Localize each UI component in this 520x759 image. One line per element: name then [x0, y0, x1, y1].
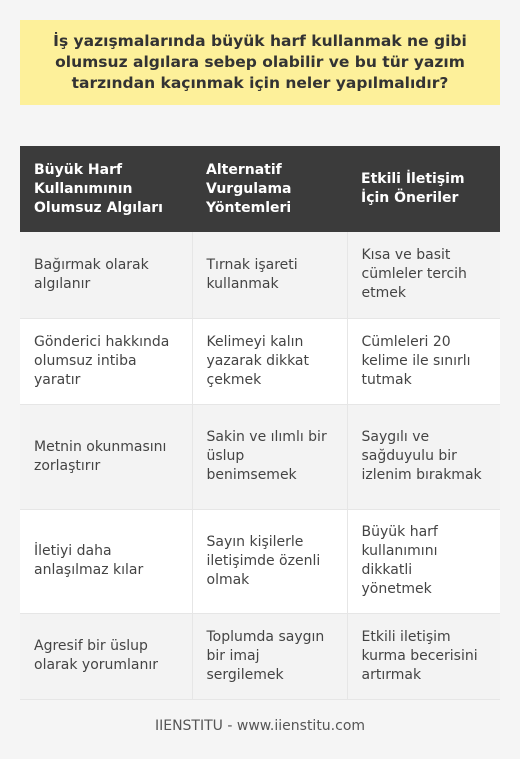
table-cell: Agresif bir üslup olarak yorumlanır	[20, 613, 192, 699]
table-cell: Kısa ve basit cümleler tercih etmek	[347, 232, 500, 318]
table-cell: Kelimeyi kalın yazarak dikkat çekmek	[192, 318, 347, 404]
table-cell: Gönderici hakkında olumsuz intiba yaratır	[20, 318, 192, 404]
table-cell: Tırnak işareti kullanmak	[192, 232, 347, 318]
table-row	[20, 509, 500, 613]
table-cell: Metnin okunmasını zorlaştırır	[20, 404, 192, 509]
column-header-alternative-methods: Alternatif Vurgulama Yöntemleri	[192, 146, 347, 232]
table-cell: Bağırmak olarak algılanır	[20, 232, 192, 318]
table-cell: Sayın kişilerle iletişimde özenli olmak	[192, 509, 347, 613]
table-cell: Büyük harf kullanımını dikkatli yönetmek	[347, 509, 500, 613]
table-cell: İletiyi daha anlaşılmaz kılar	[20, 509, 192, 613]
table-row	[20, 232, 500, 318]
table-row	[20, 318, 500, 404]
table-cell: Toplumda saygın bir imaj sergilemek	[192, 613, 347, 699]
table-row	[20, 613, 500, 699]
column-header-negative-perceptions: Büyük Harf Kullanımının Olumsuz Algıları	[20, 146, 192, 232]
column-header-recommendations: Etkili İletişim İçin Öneriler	[347, 146, 500, 232]
table-cell: Cümleleri 20 kelime ile sınırlı tutmak	[347, 318, 500, 404]
table-cell: Sakin ve ılımlı bir üslup benimsemek	[192, 404, 347, 509]
page-title: İş yazışmalarında büyük harf kullanmak ne gibi olumsuz algılara sebep olabilir ve bu tür yazım tarzından kaçınmak için neler yapılmalıdır?	[53, 32, 467, 92]
table-header-row	[20, 146, 500, 232]
title-banner	[20, 20, 500, 105]
table-cell: Etkili iletişim kurma becerisini artırmak	[347, 613, 500, 699]
comparison-table	[20, 146, 500, 700]
table-row	[20, 404, 500, 509]
table-cell: Saygılı ve sağduyulu bir izlenim bırakmak	[347, 404, 500, 509]
footer-credit: IIENSTITU - www.iienstitu.com	[154, 718, 366, 734]
